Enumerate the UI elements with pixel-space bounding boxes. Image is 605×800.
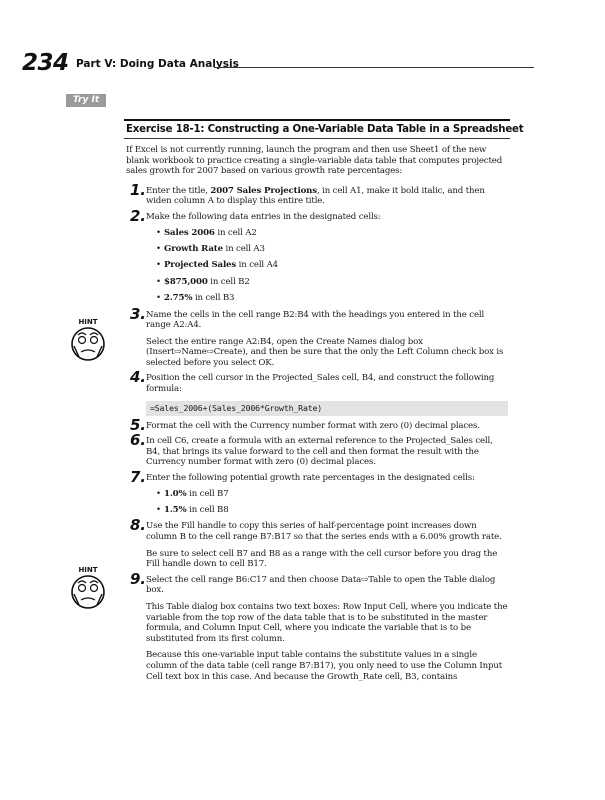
step-number: 1. bbox=[130, 180, 146, 199]
list-item: • 1.0% in cell B7 bbox=[164, 489, 508, 500]
step-text: In cell C6, create a formula with an external reference to the Projected_Sales cell, B4, that brings its value forward to the cell and then format the result with the Currency number format with zero (0) decimal places. bbox=[146, 436, 493, 468]
step-4 bbox=[126, 368, 508, 415]
step-number: 5. bbox=[130, 415, 146, 434]
step-9 bbox=[126, 569, 508, 682]
try-it-badge: Try It bbox=[66, 94, 106, 107]
hint-icon bbox=[68, 564, 108, 612]
exercise-top-rule bbox=[124, 119, 510, 121]
hint-label: HINT bbox=[78, 318, 98, 326]
list-item: • Projected Sales in cell A4 bbox=[164, 260, 508, 271]
step-6 bbox=[126, 431, 508, 468]
exercise-title-rule bbox=[124, 138, 510, 139]
step-8 bbox=[126, 516, 508, 570]
bullet-list bbox=[146, 228, 508, 304]
step-text: Enter the title, 2007 Sales Projections, in cell A1, make it bold italic, and then widen column A to display this entire title. bbox=[146, 185, 485, 207]
step-number: 4. bbox=[130, 368, 146, 387]
exercise-body bbox=[126, 145, 508, 687]
list-item: • Sales 2006 in cell A2 bbox=[164, 228, 508, 239]
step-paragraph: Because this one-variable input table contains the substitute values in a single column of the data table (cell range B7:B17), you only need to use the Column Input Cell text box in this case. And because the Growth_Rate cell, B3, contains bbox=[146, 650, 503, 682]
step-5 bbox=[126, 415, 508, 434]
exercise-intro: If Excel is not currently running, launch the program and then use Sheet1 of the new blank workbook to practice creating a single-variable data table that computes projected sales growth for 2007 based on various growth rate percentages: bbox=[126, 145, 503, 177]
list-item: • $875,000 in cell B2 bbox=[164, 277, 508, 288]
list-item: • Growth Rate in cell A3 bbox=[164, 244, 508, 255]
step-3 bbox=[126, 304, 508, 369]
formula-code: =Sales_2006+(Sales_2006*Growth_Rate) bbox=[146, 401, 508, 416]
list-item: • 1.5% in cell B8 bbox=[164, 505, 508, 516]
step-text: Select the cell range B6:C17 and then choose Data⇨Table to open the Table dialog box. bbox=[146, 574, 496, 596]
hint-label: HINT bbox=[78, 566, 98, 574]
step-number: 9. bbox=[130, 569, 146, 588]
step-paragraph: This Table dialog box contains two text boxes: Row Input Cell, where you indicate the variable from the top row of the data table that is to be substituted in the master formula, and Column Input Cell, where you indicate the variable that is to be substituted from its first column. bbox=[146, 601, 508, 644]
step-number: 3. bbox=[130, 304, 146, 323]
step-text: Make the following data entries in the designated cells: bbox=[146, 211, 381, 222]
hint-text: Select the entire range A2:B4, open the Create Names dialog box (Insert⇨Name⇨Create), and then be sure that the only the Left Column check box is selected before you select OK. bbox=[146, 336, 504, 368]
step-number: 2. bbox=[130, 206, 146, 225]
step-number: 7. bbox=[130, 468, 146, 487]
step-1 bbox=[126, 180, 508, 207]
step-text: Format the cell with the Currency number format with zero (0) decimal places. bbox=[146, 420, 480, 431]
list-item: • 2.75% in cell B3 bbox=[164, 293, 508, 304]
step-number: 6. bbox=[130, 431, 146, 450]
exercise-title: Exercise 18-1: Constructing a One-Variable Data Table in a Spreadsheet bbox=[126, 124, 524, 135]
step-text: Use the Fill handle to copy this series of half-percentage point increases down column B to the cell range B7:B17 so that the series ends with a 6.00% growth rate. bbox=[146, 521, 502, 543]
step-7 bbox=[126, 468, 508, 516]
bullet-list bbox=[146, 489, 508, 516]
step-2 bbox=[126, 206, 508, 304]
hint-icon bbox=[68, 316, 108, 364]
hint-text: Be sure to select cell B7 and B8 as a range with the cell cursor before you drag the Fill handle down to cell B17. bbox=[146, 548, 498, 570]
page-number: 234 bbox=[22, 50, 69, 76]
step-text: Position the cell cursor in the Projected_Sales cell, B4, and construct the following formula: bbox=[146, 373, 495, 395]
step-text: Name the cells in the cell range B2:B4 with the headings you entered in the cell range A2:A4. bbox=[146, 309, 485, 331]
step-number: 8. bbox=[130, 516, 146, 535]
header-rule bbox=[214, 67, 534, 68]
step-text: Enter the following potential growth rate percentages in the designated cells: bbox=[146, 473, 475, 484]
part-title: Part V: Doing Data Analysis bbox=[76, 58, 239, 70]
